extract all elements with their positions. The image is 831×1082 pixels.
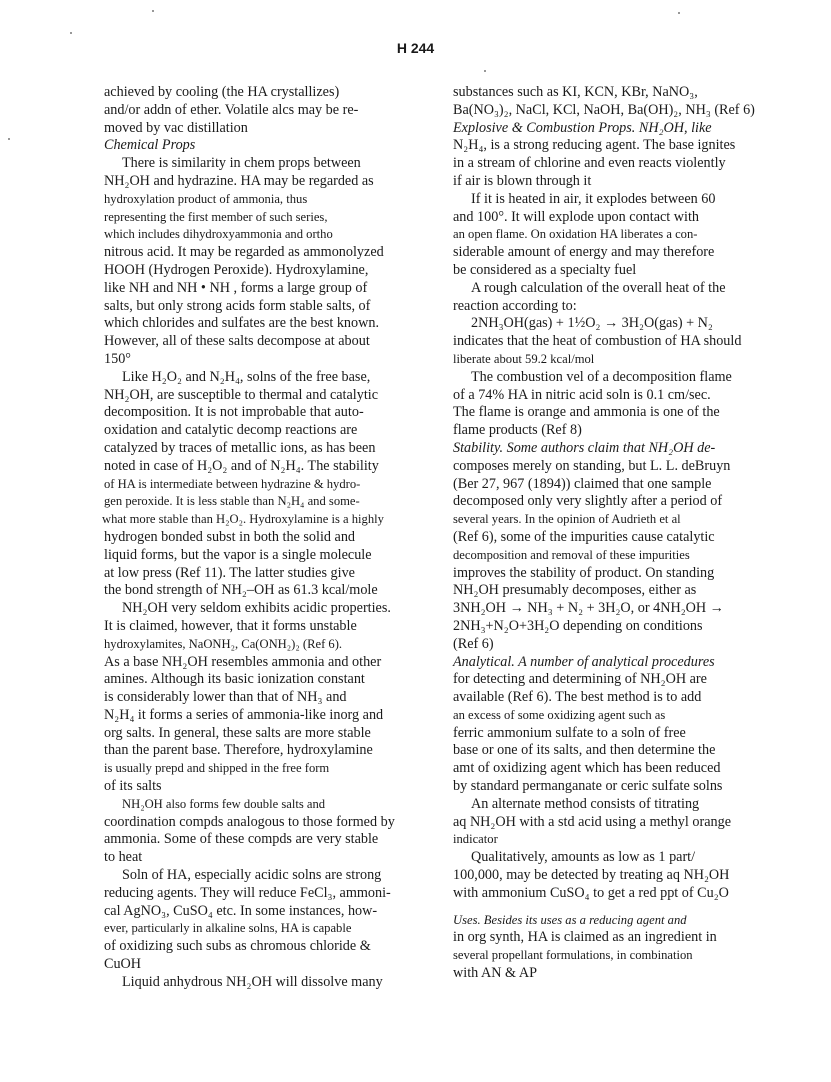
- text-line: oxidation and catalytic decomp reactions are: [104, 422, 358, 439]
- text-line: Ba(NO₃)₂, NaCl, KCl, NaOH, Ba(OH)₂, NH₃ (Ref 6): [453, 101, 755, 118]
- text-line: is usually prepd and shipped in the free form: [104, 761, 330, 776]
- text-line: NH₂OH and hydrazine. HA may be regarded as: [104, 172, 374, 189]
- text-line: several propellant formulations, in combination: [453, 948, 693, 963]
- text-line: gen peroxide. It is less stable than N₂H₄ and some-: [104, 494, 360, 509]
- text-line: hydrogen bonded subst in both the solid and: [104, 528, 356, 545]
- speck: [678, 12, 680, 14]
- speck: [70, 32, 72, 34]
- text-line: There is similarity in chem props between: [122, 155, 361, 172]
- text-line: (Ber 27, 967 (1894)) claimed that one sample: [453, 475, 712, 492]
- text-line: Qualitatively, amounts as low as 1 part/: [471, 849, 696, 866]
- text-line: NH₂OH presumably decomposes, either as: [453, 582, 697, 599]
- text-line: with AN & AP: [453, 965, 537, 982]
- text-line: nitrous acid. It may be regarded as ammonolyzed: [104, 244, 384, 261]
- text-line: at low press (Ref 11). The latter studies give: [104, 564, 355, 581]
- text-line: amt of oxidizing agent which has been reduced: [453, 760, 721, 777]
- text-line: A rough calculation of the overall heat of the: [471, 279, 726, 296]
- text-line: It is claimed, however, that it forms unstable: [104, 617, 357, 634]
- text-line: decomposition. It is not improbable that auto-: [104, 404, 364, 421]
- text-line: Uses. Besides its uses as a reducing agent and: [453, 912, 687, 927]
- text-line: several years. In the opinion of Audrieth et al: [453, 512, 681, 527]
- text-line: reducing agents. They will reduce FeCl₃, ammoni-: [104, 884, 391, 901]
- text-line: of a 74% HA in nitric acid soln is 0.1 cm/sec.: [453, 386, 711, 403]
- text-line: Analytical. A number of analytical procedures: [453, 653, 715, 670]
- text-line: for detecting and determining of NH₂OH are: [453, 671, 707, 688]
- text-line: of its salts: [104, 778, 162, 795]
- text-line: flame products (Ref 8): [453, 422, 582, 439]
- text-line: substances such as KI, KCN, KBr, NaNO₃,: [453, 84, 698, 100]
- text-line: with ammonium CuSO₄ to get a red ppt of Cu₂O: [453, 884, 729, 901]
- text-line: by standard permanganate or ceric sulfate solns: [453, 778, 723, 795]
- text-line: The combustion vel of a decomposition flame: [471, 368, 732, 385]
- text-line: salts, but only strong acids form stable salts, of: [104, 297, 371, 314]
- text-line: base or one of its salts, and then determine the: [453, 742, 716, 759]
- text-line: N₂H₄ it forms a series of ammonia-like inorg and: [104, 706, 384, 723]
- speck: [8, 138, 10, 140]
- text-line: If it is heated in air, it explodes between 60: [471, 190, 716, 207]
- text-line: As a base NH₂OH resembles ammonia and other: [104, 653, 382, 670]
- text-line: of oxidizing such subs as chromous chloride &: [104, 938, 371, 955]
- text-line: However, all of these salts decompose at about: [104, 333, 370, 350]
- page-header: H 244: [396, 40, 435, 56]
- text-line: The flame is orange and ammonia is one of the: [453, 404, 720, 421]
- text-line: available (Ref 6). The best method is to add: [453, 689, 702, 706]
- text-line: and 100°. It will explode upon contact with: [453, 208, 700, 225]
- text-line: 2NH₃+N₂O+3H₂O depending on conditions: [453, 617, 703, 634]
- text-line: CuOH: [104, 956, 142, 973]
- speck: [484, 70, 486, 72]
- text-line: be considered as a specialty fuel: [453, 261, 637, 278]
- text-line: and/or addn of ether. Volatile alcs may be re-: [104, 101, 359, 118]
- text-line: NH₂OH, are susceptible to thermal and catalytic: [104, 386, 379, 403]
- text-line: Like H₂O₂ and N₂H₄, solns of the free base,: [122, 368, 371, 385]
- text-line: N₂H₄, is a strong reducing agent. The base ignites: [453, 137, 736, 154]
- text-line: representing the first member of such series,: [104, 209, 328, 224]
- text-line: indicator: [453, 832, 498, 847]
- text-line: an excess of some oxidizing agent such as: [453, 707, 666, 722]
- text-line: hydroxylamites, NaONH₂, Ca(ONH₂)₂ (Ref 6).: [104, 636, 343, 651]
- text-line: ammonia. Some of these compds are very stable: [104, 831, 379, 848]
- text-line: coordination compds analogous to those formed by: [104, 813, 395, 830]
- text-line: 3NH₂OH → NH₃ + N₂ + 3H₂O, or 4NH₂OH →: [453, 600, 724, 617]
- text-line: improves the stability of product. On standing: [453, 564, 715, 581]
- text-line: Soln of HA, especially acidic solns are strong: [122, 867, 382, 884]
- text-line: Explosive & Combustion Props. NH₂OH, like: [453, 119, 712, 136]
- text-line: 100,000, may be detected by treating aq NH₂OH: [453, 867, 730, 884]
- text-line: aq NH₂OH with a std acid using a methyl orange: [453, 813, 731, 830]
- text-line: what more stable than H₂O₂. Hydroxylamine is a highly: [102, 512, 384, 527]
- left-column: [104, 84, 426, 992]
- text-line: than the parent base. Therefore, hydroxylamine: [104, 742, 373, 759]
- text-line: ferric ammonium sulfate to a soln of free: [453, 724, 686, 741]
- text-line: ever, particularly in alkaline solns, HA is capable: [104, 921, 352, 936]
- text-line: liberate about 59.2 kcal/mol: [453, 351, 595, 366]
- text-line: is considerably lower than that of NH₃ and: [104, 689, 347, 706]
- text-line: (Ref 6): [453, 635, 494, 652]
- text-line: An alternate method consists of titrating: [471, 795, 700, 812]
- text-line: org salts. In general, these salts are more stable: [104, 724, 371, 741]
- text-line: 2NH₃OH(gas) + 1½O₂ → 3H₂O(gas) + N₂: [471, 315, 713, 332]
- text-line: siderable amount of energy and may therefore: [453, 244, 715, 261]
- text-line: composes merely on standing, but L. L. deBruyn: [453, 457, 731, 474]
- text-line: cal AgNO₃, CuSO₄ etc. In some instances, how-: [104, 902, 378, 919]
- text-line: HOOH (Hydrogen Peroxide). Hydroxylamine,: [104, 261, 369, 278]
- text-line: 150°: [104, 350, 131, 367]
- text-line: an open flame. On oxidation HA liberates a con-: [453, 227, 698, 242]
- text-line: like NH and NH • NH , forms a large group of: [104, 279, 368, 296]
- text-line: NH₂OH very seldom exhibits acidic properties.: [122, 600, 391, 617]
- text-line: [453, 903, 783, 912]
- text-line: moved by vac distillation: [104, 119, 248, 136]
- text-line: NH₂OH also forms few double salts and: [122, 796, 326, 811]
- right-column: [453, 84, 783, 983]
- text-line: the bond strength of NH₂–OH as 61.3 kcal/mole: [104, 582, 378, 599]
- text-line: catalyzed by traces of metallic ions, as has been: [104, 439, 376, 456]
- text-line: Chemical Props: [104, 137, 196, 154]
- text-line: indicates that the heat of combustion of HA should: [453, 333, 742, 350]
- text-line: achieved by cooling (the HA crystallizes): [104, 84, 340, 100]
- text-line: liquid forms, but the vapor is a single molecule: [104, 546, 372, 563]
- text-line: which chlorides and sulfates are the best known.: [104, 315, 380, 332]
- text-line: noted in case of H₂O₂ and of N₂H₄. The stability: [104, 457, 379, 474]
- speck: [152, 10, 154, 12]
- text-line: Liquid anhydrous NH₂OH will dissolve many: [122, 973, 383, 990]
- text-line: hydroxylation product of ammonia, thus: [104, 191, 308, 206]
- text-line: amines. Although its basic ionization constant: [104, 671, 365, 688]
- text-line: in org synth, HA is claimed as an ingredient in: [453, 929, 717, 946]
- text-line: decomposed only very slightly after a period of: [453, 493, 723, 510]
- text-line: (Ref 6), some of the impurities cause catalytic: [453, 528, 715, 545]
- text-line: which includes dihydroxyammonia and ortho: [104, 227, 333, 242]
- text-line: decomposition and removal of these impurities: [453, 547, 690, 562]
- text-line: Stability. Some authors claim that NH₂OH de-: [453, 439, 716, 456]
- text-line: if air is blown through it: [453, 172, 592, 189]
- text-line: reaction according to:: [453, 297, 577, 314]
- text-line: to heat: [104, 849, 143, 866]
- text-line: of HA is intermediate between hydrazine & hydro-: [104, 476, 361, 491]
- text-line: in a stream of chlorine and even reacts violently: [453, 155, 726, 172]
